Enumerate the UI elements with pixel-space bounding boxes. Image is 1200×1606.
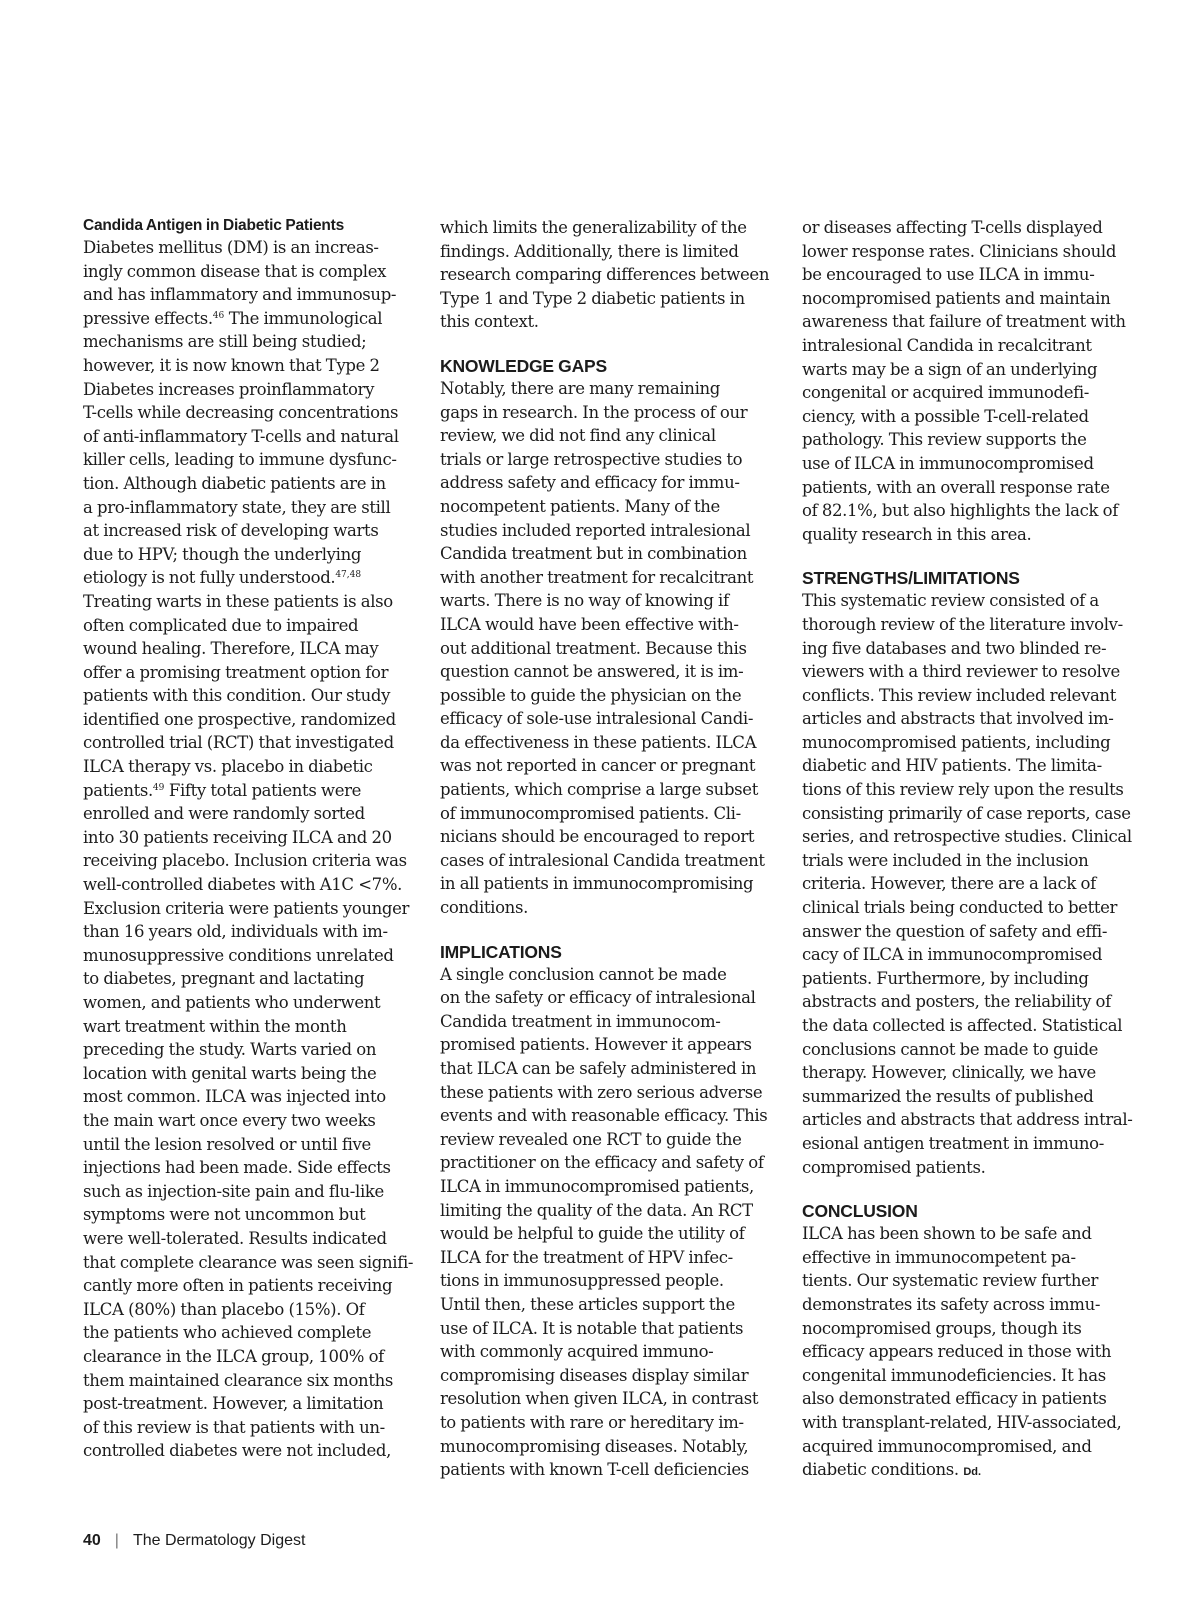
column-3 (802, 216, 1137, 1485)
column-1 (83, 216, 418, 1463)
page-number: 40 (83, 1532, 101, 1549)
text-run: Diabetes mellitus (DM) is an increas- ingly common disease that is complex and has inflammatory and immunosup- pressive effects. (83, 238, 397, 328)
body-paragraph (83, 236, 418, 1463)
heading-implications: IMPLICATIONS (440, 941, 562, 962)
heading-knowledge-gaps: KNOWLEDGE GAPS (440, 355, 607, 376)
text-run: Fifty total patients were enrolled and were randomly sorted into 30 patients receiving ILCA and 20 receiving placebo. Inclusion criteria was well-controlled diabetes with A1C <7%. Exclusion criteria were patients younger than 16 years old, individuals with im- munosuppressive conditions unrelated to diabetes, pregnant and lactating women, and patients who underwent wart treatment within the month preceding the study. Warts varied on location with genital warts being the most common. ILCA was injected into the main wart once every two weeks until the lesion resolved or until five injections had been made. Side effects such as injection-site pain and flu-like symptoms were not uncommon but were well-tolerated. Results indicated that complete clearance was seen signifi- cantly more often in patients receiving ILCA (80%) than placebo (15%). Of the patients who achieved complete clearance in the ILCA group, 100% of them maintained clearance six months post-treatment. However, a limitation of this review is that patients with un- controlled diabetes were not included, (83, 780, 414, 1461)
text-run: The immunological mechanisms are still being studied; however, it is now known that Type 2 Diabetes increases proinflammatory T-cells while decreasing concentrations of anti-inflammatory T-cells and natural killer cells, leading to immune dysfunc- tion. Although diabetic patients are in a pro-inflammatory state, they are still at increased risk of developing warts due to HPV; though the underlying etiology is not fully understood. (83, 308, 399, 588)
end-mark: Dd. (963, 1466, 982, 1479)
citation-ref: 46 (212, 310, 225, 321)
body-paragraph: A single conclusion cannot be made on the safety or efficacy of intralesional Candida treatment in immunocom- promised patients. However it appears that ILCA can be safely administered in these patients with zero serious adverse events and with reasonable efficacy. This review revealed one RCT to guide the practitioner on the efficacy and safety of ILCA in immunocompromised patients, limiting the quality of the data. An RCT would be helpful to guide the utility of ILCA for the treatment of HPV infec- tions in immunosuppressed people. Until then, these articles support the use of ILCA. It is notable that patients with commonly acquired immuno- compromising diseases display similar resolution when given ILCA, in contrast to patients with rare or hereditary im- munocompromising diseases. Notably, patients with known T-cell deficiencies (440, 964, 768, 1480)
citation-ref: 49 (152, 782, 165, 793)
body-paragraph (802, 1222, 1137, 1485)
text-run: Treating warts in these patients is also often complicated due to impaired wound healing. Therefore, ILCA may offer a promising treatment option for patients with this condition. Our study identified one prospective, randomized controlled trial (RCT) that investigated ILCA therapy vs. placebo in diabetic patients. (83, 591, 396, 800)
section-subheading: Candida Antigen in Diabetic Patients (83, 217, 345, 234)
body-paragraph: or diseases affecting T-cells displayed lower response rates. Clinicians should be encouraged to use ILCA in immu- nocompromised patients and maintain awareness that failure of treatment with intralesional Candida in recalcitrant warts may be a sign of an underlying congenital or acquired immunodefi- ciency, with a possible T-cell-related pathology. This review supports the use of ILCA in immunocompromised patients, with an overall response rate of 82.1%, but also highlights the lack of quality research in this area. (802, 218, 1126, 544)
publication-name: The Dermatology Digest (132, 1532, 306, 1549)
body-paragraph: Notably, there are many remaining gaps in research. In the process of our review, we did not find any clinical trials or large retrospective studies to address safety and efficacy for immu- nocompetent patients. Many of the studies included reported intralesional Candida treatment but in combination with another treatment for recalcitrant warts. There is no way of knowing if ILCA would have been effective with- out additional treatment. Because this question cannot be answered, it is im- possible to guide the physician on the efficacy of sole-use intralesional Candi- da effectiveness in these patients. ILCA was not reported in cancer or pregnant patients, which comprise a large subset of immunocompromised patients. Cli- nicians should be encouraged to report cases of intralesional Candida treatment in all patients in immunocompromising conditions. (440, 378, 765, 918)
column-2 (440, 216, 775, 1482)
body-paragraph: This systematic review consisted of a thorough review of the literature involv- ing five databases and two blinded re- viewers with a third reviewer to resolve conflicts. This review included relevant articles and abstracts that involved im- munocompromised patients, including diabetic and HIV patients. The limita- tions of this review rely upon the results consisting primarily of case reports, case series, and retrospective studies. Clinical trials were included in the inclusion criteria. However, there are a lack of clinical trials being conducted to better answer the question of safety and effi- cacy of ILCA in immunocompromised patients. Furthermore, by including abstracts and posters, the reliability of the data collected is affected. Statistical conclusions cannot be made to guide therapy. However, clinically, we have summarized the results of published articles and abstracts that address intral- esional antigen treatment in immuno- compromised patients. (802, 591, 1133, 1177)
heading-strengths-limitations: STRENGTHS/LIMITATIONS (802, 568, 1020, 589)
body-paragraph: which limits the generalizability of the findings. Additionally, there is limited research comparing differences between Type 1 and Type 2 diabetic patients in this context. (440, 218, 770, 332)
citation-ref: 47,48 (335, 570, 362, 581)
footer-separator: | (114, 1532, 119, 1549)
text-run: ILCA has been shown to be safe and effective in immunocompetent pa- tients. Our systematic review further demonstrates its safety across immu- nocompromised groups, though its efficacy appears reduced in those with congenital immunodeficiencies. It has also demonstrated efficacy in patients with transplant-related, HIV-associated, acquired immunocompromised, and diabetic conditions. (802, 1224, 1122, 1480)
page-footer (83, 1532, 305, 1550)
heading-conclusion: CONCLUSION (802, 1201, 918, 1222)
